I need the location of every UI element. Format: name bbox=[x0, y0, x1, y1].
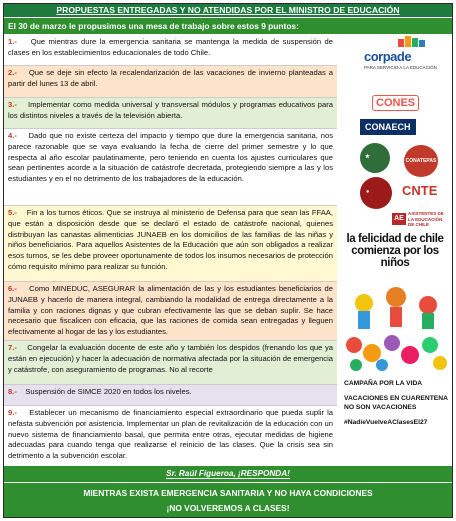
closing-line-1: MIENTRAS EXISTA EMERGENCIA SANITARIA Y NO HAYA CONDICIONES bbox=[83, 488, 373, 498]
union-seal-2-icon: ● bbox=[360, 177, 392, 209]
cnte-logo: CNTE bbox=[402, 183, 438, 198]
points-column bbox=[4, 35, 337, 465]
point-9 bbox=[4, 406, 337, 465]
corpade-logo-icon bbox=[396, 35, 426, 49]
point-text: Fin a los turnos éticos. Que se instruya al ministerio de Defensa para que sean las FFAA, que están a disposición desde que se declaró el estado de catástrofe nacional, quienes distribuyan las canastas alimenticias JUNAEB en los domicilios de las familias de las niñas y niños beneficiarios. Para aquellos Asistentes de la Educación que aún son obligados a realizar esos turnos, se les debe proveer oportunamente de todos los insumos necesarios de protección cómo requisito mínimo para realizar su función. bbox=[8, 208, 333, 271]
point-text: Suspensión de SIMCE 2020 en todos los niveles. bbox=[25, 387, 192, 396]
campaign-title: CAMPAÑA POR LA VIDA bbox=[344, 380, 423, 387]
point-text: Establecer un mecanismo de financiamiento especial extraordinario que pueda suplir la nefasta subvención por asistencia. Implementar un plan de revitalización de la educación con un nuevo sistema de financiamiento basal, que permita entre otras, ejecutar medidas de higiene adecuadas para cuando tenga que realizarse el reinicio de las clases. Que la crisis sea sin detrimento a la subvención escolar. bbox=[8, 408, 333, 461]
minister-call-text: Sr. Raúl Figueroa, ¡RESPONDA! bbox=[166, 469, 290, 478]
point-text: Como MINEDUC, ASEGURAR la alimentación de las y los estudiantes beneficiarios de JUNAEB y hacerlo de manera integral, cambiando la modalidad de entrega directamente a la familia y con raciones dignas y que cubran efectivamente las que se deban suplir. Se hace necesario que fiscalicen con eficacia, que las raciones de comida sean entregadas y lleguen efectivamente al hogar de las y los estudiantes. bbox=[8, 284, 333, 337]
point-number: 6.- bbox=[8, 284, 17, 293]
closing-line-2: ¡NO VOLVEREMOS A CLASES! bbox=[166, 503, 290, 513]
point-text: Que se deje sin efecto la recalendarización de las vacaciones de invierno planteadas a partir del lunes 13 de abril. bbox=[8, 68, 333, 88]
point-7 bbox=[4, 341, 337, 384]
intro-line: El 30 de marzo le propusimos una mesa de trabajo sobre estos 9 puntos: bbox=[4, 18, 452, 34]
conaech-logo: CONAECH bbox=[360, 119, 416, 135]
point-number: 5.- bbox=[8, 208, 17, 217]
point-text: Que mientras dure la emergencia sanitaria se mantenga la medida de suspensión de clases en los establecimientos educacionales de todo Chile. bbox=[8, 37, 333, 57]
minister-call bbox=[4, 466, 452, 482]
asistentes-logo-mark: AE bbox=[392, 213, 406, 225]
children-flowers-illustration bbox=[344, 283, 448, 373]
point-2 bbox=[4, 66, 337, 97]
point-number: 9.- bbox=[8, 408, 17, 417]
point-number: 7.- bbox=[8, 343, 17, 352]
point-number: 3.- bbox=[8, 100, 17, 109]
point-number: 8.- bbox=[8, 387, 17, 396]
vacaciones-text: VACACIONES EN CUARENTENA NO SON VACACIONES bbox=[344, 395, 448, 411]
point-6 bbox=[4, 282, 337, 340]
point-8 bbox=[4, 385, 337, 405]
campaign-block bbox=[344, 379, 448, 433]
corpade-subtitle: PARA SERVICIO A LA EDUCACIÓN bbox=[364, 65, 437, 70]
hashtag: #NadieVuelveAClasesEl27 bbox=[344, 419, 428, 426]
point-number: 1.- bbox=[8, 37, 17, 46]
point-4 bbox=[4, 129, 337, 205]
point-1 bbox=[4, 35, 337, 65]
point-number: 4.- bbox=[8, 131, 17, 140]
slogan: la felicidad de chile comienza por los niños bbox=[346, 233, 444, 269]
point-text: Implementar como medida universal y transversal módulos y programas educativos para los distintos niveles a través de la televisión abierta. bbox=[8, 100, 333, 120]
point-5 bbox=[4, 206, 337, 281]
point-text: Congelar la evaluación docente de este año y también los despidos (frenando los que ya están en ejecución) y hacer la adecuación de normativa afectada por la situación de emergencia y catástrofe, con aseguramiento de programas. No al recorte bbox=[8, 343, 333, 374]
point-text: Dado que no existe certeza del impacto y tiempo que dure la emergencia sanitaria, nos parece razonable que se vaya evaluando la fecha de cierre del primer semestre y lo que respecta al año escolar paulatinamente, pero teniendo en cuenta los ajustes curriculares que sean pertinentes acorde a la situación de catástrofe decretada, protegiendo siempre a las y los estudiantes y en el no detrimento de los trabajadores de la educación. bbox=[8, 131, 333, 184]
closing-banner bbox=[4, 483, 452, 517]
flyer-title: PROPUESTAS ENTREGADAS Y NO ATENDIDAS POR EL MINISTRO DE EDUCACIÓN bbox=[4, 4, 452, 17]
point-number: 2.- bbox=[8, 68, 17, 77]
conatepas-logo: CONATEPAS bbox=[404, 145, 438, 177]
union-seal-icon: ★ bbox=[360, 143, 390, 173]
cones-logo: CONES bbox=[372, 95, 419, 111]
corpade-logo: corpade bbox=[364, 49, 412, 64]
sidebar bbox=[338, 35, 451, 465]
point-3 bbox=[4, 98, 337, 128]
asistentes-logo: ASISTENTES DE LA EDUCACIÓN DE CHILE bbox=[408, 211, 444, 227]
